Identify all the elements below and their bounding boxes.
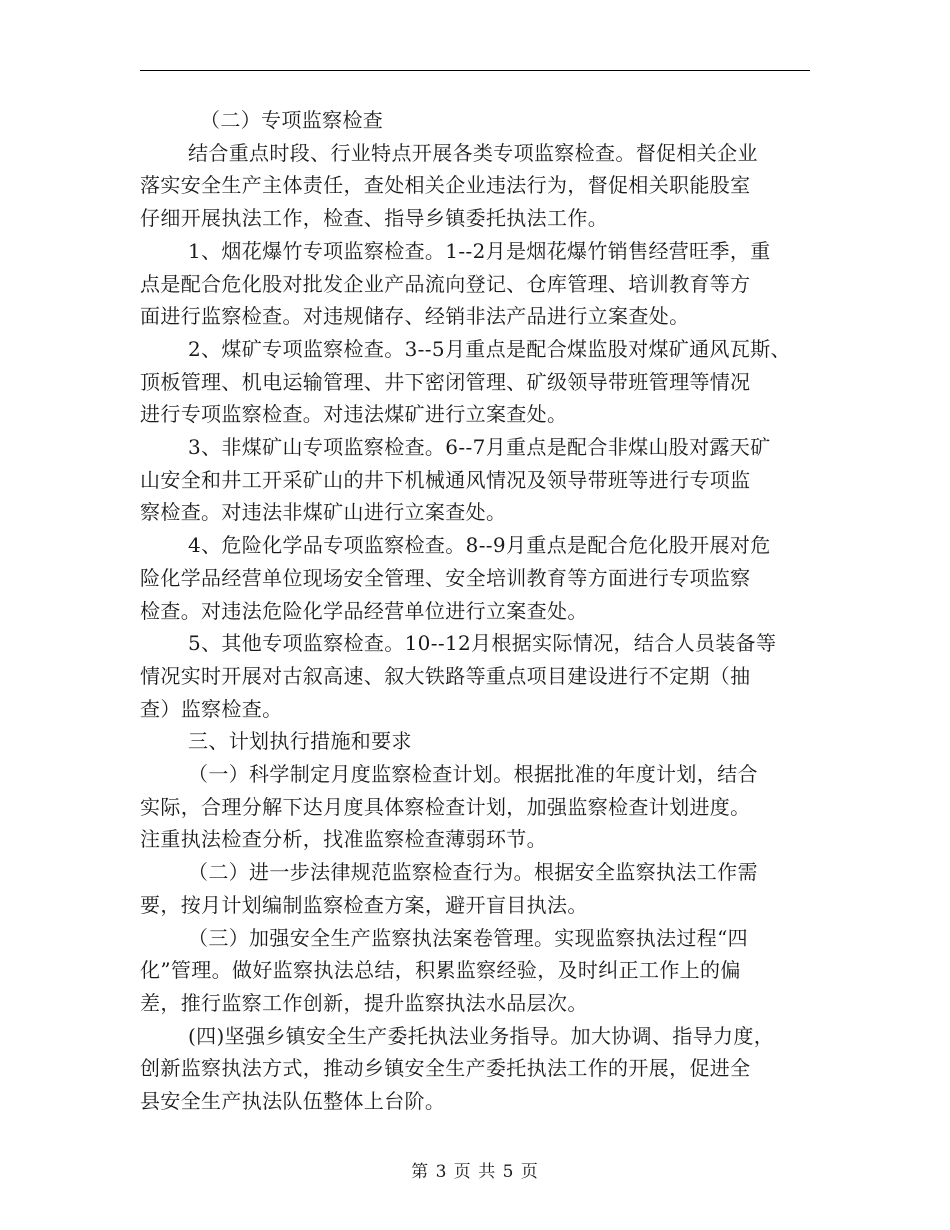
paragraph-line: （二）进一步法律规范监察检查行为。根据安全监察执法工作需 [188,860,758,885]
document-body [140,104,812,1118]
page-number: 第 3 页 共 5 页 [411,1162,539,1182]
paragraph-line: 山安全和井工开采矿山的井下机械通风情况及领导带班等进行专项监 [140,467,751,492]
paragraph [140,104,812,137]
paragraph-line: 仔细开展执法工作，检查、指导乡镇委托执法工作。 [140,206,609,231]
paragraph-line: （三）加强安全生产监察执法案卷管理。实现监察执法过程“四 [188,925,749,950]
paragraph-line: 情况实时开展对古叙高速、叙大铁路等重点项目建设进行不定期（抽 [140,663,751,688]
paragraph-line: 实际，合理分解下达月度具体察检查计划，加强监察检查计划进度。 [140,794,751,819]
paragraph [140,431,812,529]
paragraph [140,922,812,1020]
paragraph-line: 3、非煤矿山专项监察检查。6--7月重点是配合非煤山股对露天矿 [188,435,771,460]
paragraph [140,758,812,856]
paragraph [140,137,812,235]
paragraph-line: 1、烟花爆竹专项监察检查。1--2月是烟花爆竹销售经营旺季，重 [188,238,771,263]
paragraph-line: (四)坚强乡镇安全生产委托执法业务指导。加大协调、指导力度， [188,1023,775,1048]
paragraph-line: 4、危险化学品专项监察检查。8--9月重点是配合危化股开展对危 [188,533,771,558]
paragraph [140,333,812,431]
paragraph [140,235,812,333]
paragraph [140,1020,812,1118]
paragraph [140,725,812,758]
paragraph-line: 结合重点时段、行业特点开展各类专项监察检查。督促相关企业 [188,140,758,165]
paragraph-line: 化”管理。做好监察执法总结，积累监察经验，及时纠正工作上的偏 [140,958,741,983]
paragraph-line: 差，推行监察工作创新，提升监察执法水品层次。 [140,990,588,1015]
header-rule [140,70,810,71]
paragraph-line: 县安全生产执法队伍整体上台阶。 [140,1089,446,1114]
paragraph-line: 落实安全生产主体责任，查处相关企业违法行为，督促相关职能股室 [140,173,751,198]
paragraph-line: 面进行监察检查。对违规储存、经销非法产品进行立案查处。 [140,304,690,329]
paragraph-line: （二）专项监察检查 [200,108,384,132]
paragraph [140,529,812,627]
paragraph [140,856,812,921]
paragraph-line: 注重执法检查分析，找准监察检查薄弱环节。 [140,827,547,852]
paragraph-line: 要，按月计划编制监察检查方案，避开盲目执法。 [140,892,588,917]
paragraph [140,627,812,725]
paragraph-line: 察检查。对违法非煤矿山进行立案查处。 [140,500,507,525]
paragraph-line: 2、煤矿专项监察检查。3--5月重点是配合煤监股对煤矿通风瓦斯、 [188,336,791,361]
paragraph-line: 5、其他专项监察检查。10--12月根据实际情况，结合人员装备等 [188,631,777,656]
paragraph-line: 查）监察检查。 [140,696,283,721]
paragraph-line: 进行专项监察检查。对违法煤矿进行立案查处。 [140,402,568,427]
paragraph-line: 顶板管理、机电运输管理、井下密闭管理、矿级领导带班管理等情况 [140,369,751,394]
paragraph-line: 点是配合危化股对批发企业产品流向登记、仓库管理、培训教育等方 [140,271,751,296]
paragraph-line: （一）科学制定月度监察检查计划。根据批准的年度计划，结合 [188,762,758,787]
paragraph-line: 创新监察执法方式，推动乡镇安全生产委托执法工作的开展，促进全 [140,1056,751,1081]
paragraph-line: 三、计划执行措施和要求 [188,729,412,754]
paragraph-line: 险化学品经营单位现场安全管理、安全培训教育等方面进行专项监察 [140,565,751,590]
paragraph-line: 检查。对违法危险化学品经营单位进行立案查处。 [140,598,588,623]
